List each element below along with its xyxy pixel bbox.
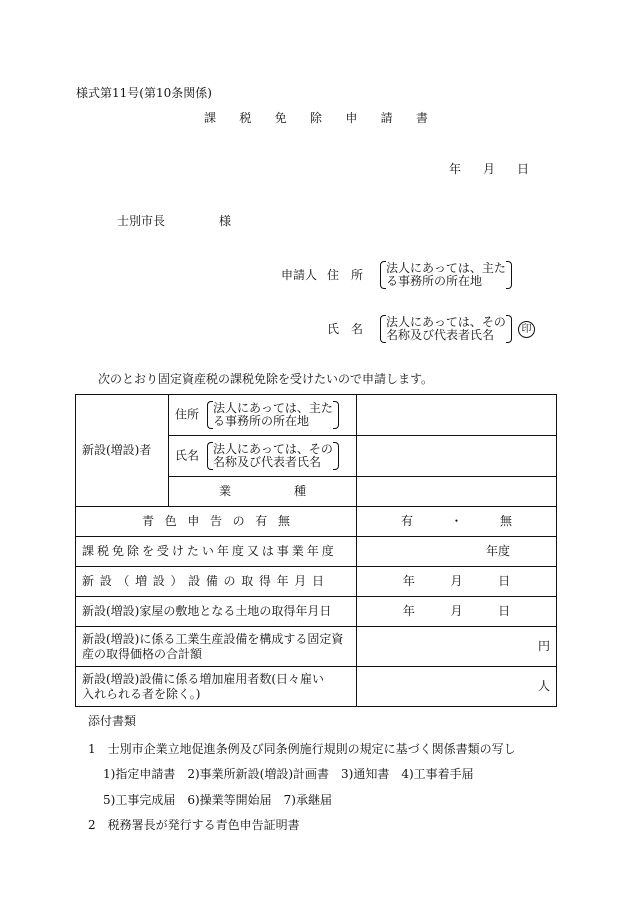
table-row — [76, 597, 557, 627]
fiscal-year-char: け — [171, 544, 184, 558]
land-year: 年 — [402, 604, 415, 618]
land-date-label: 新設(増設)家屋の敷地となる土地の取得年月日 — [82, 604, 332, 618]
acquire-date-char: 月 — [294, 574, 307, 588]
fiscal-year-label — [82, 544, 350, 559]
title-char: 申 — [345, 111, 358, 125]
industry-cell — [169, 477, 357, 507]
applicant-address-note: 法人にあっては、主た る事務所の所在地 — [380, 262, 512, 288]
blue-return-label — [82, 514, 350, 529]
industry-char: 業 — [219, 484, 232, 498]
blue-return-char: 申 — [187, 514, 200, 528]
attachment-item-1-sub-1: 1)指定申請書 2)事業所新設(増設)計画書 3)通知書 4)工事着手届 — [103, 767, 474, 781]
cost-label-line2: 産の取得価格の合計額 — [82, 646, 203, 661]
acquire-date-value-cell[interactable] — [357, 567, 557, 597]
employee-value-cell[interactable] — [357, 667, 557, 707]
industry-value-cell[interactable] — [357, 477, 557, 507]
fiscal-year-char: い — [201, 544, 214, 558]
title-char: 課 — [204, 111, 217, 125]
fiscal-year-char: 課 — [82, 544, 95, 558]
table-row — [76, 567, 557, 597]
cost-value-cell[interactable] — [357, 627, 557, 667]
fiscal-year-char: 事 — [276, 544, 289, 558]
table-row — [76, 627, 557, 667]
acquire-date-char: （ — [117, 574, 130, 588]
blue-return-char: 告 — [209, 514, 222, 528]
land-day: 日 — [498, 604, 511, 618]
acquire-date-char: 備 — [205, 574, 218, 588]
blue-no[interactable]: 無 — [499, 514, 512, 528]
title-char: 税 — [239, 111, 252, 125]
table-row — [76, 507, 557, 537]
cost-cell — [76, 627, 357, 667]
address-cell — [169, 395, 357, 436]
cost-unit: 円 — [537, 639, 550, 653]
seal-mark: 印 — [518, 321, 535, 338]
blue-return-cell — [76, 507, 357, 537]
fiscal-year-cell — [76, 537, 357, 567]
table-name-label: 氏名 — [175, 448, 200, 463]
intro-text: 次のとおり固定資産税の課税免除を受けたいので申請します。 — [98, 372, 434, 386]
acquire-date-char: 設 — [152, 574, 165, 588]
applicant-address-label: 住 所 — [327, 268, 364, 282]
applicant-name-label: 氏 名 — [327, 322, 364, 336]
blue-return-char: 有 — [255, 514, 268, 528]
acquire-date-char: 得 — [258, 574, 271, 588]
attachment-item-2: 2 税務署長が発行する青色申告証明書 — [88, 818, 300, 832]
honorific: 様 — [219, 214, 232, 228]
fiscal-year-unit: 年度 — [485, 544, 510, 558]
blue-return-char: 無 — [277, 514, 290, 528]
table-name-note: 法人にあっては、その 名称及び代表者氏名 — [207, 443, 339, 469]
acquire-date-char: 設 — [99, 574, 112, 588]
cost-label-line1: 新設(増設)に係る工業生産設備を構成する固定資 — [82, 631, 344, 646]
document-title — [204, 111, 428, 125]
date-month: 月 — [482, 162, 495, 176]
fiscal-year-char: 年 — [306, 544, 319, 558]
blue-yes[interactable]: 有 — [401, 514, 414, 528]
acquire-date-label — [82, 574, 350, 589]
table-address-label: 住所 — [175, 407, 200, 422]
group-label-cell — [76, 395, 169, 507]
address-value-cell[interactable] — [357, 395, 557, 436]
acquire-month: 月 — [450, 574, 463, 588]
employee-unit: 人 — [537, 679, 550, 693]
form-number: 様式第11号(第10条関係) — [76, 86, 212, 100]
acquire-date-char: 設 — [188, 574, 201, 588]
fiscal-year-char: 税 — [96, 544, 109, 558]
acquire-date-char: 年 — [276, 574, 289, 588]
application-table — [75, 394, 557, 707]
acquire-date-char: 取 — [241, 574, 254, 588]
attachment-item-1-sub-2: 5)工事完成届 6)操業等開始届 7)承継届 — [103, 793, 332, 807]
employee-label-line1: 新設(増設)設備に係る増加雇用者数(日々雇い — [82, 671, 325, 686]
acquire-year: 年 — [402, 574, 415, 588]
fiscal-year-char: 免 — [111, 544, 124, 558]
addressee: 士別市長 — [117, 214, 166, 228]
industry-char: 種 — [293, 484, 306, 498]
table-row — [76, 395, 557, 436]
attachments-heading: 添付書類 — [88, 714, 137, 728]
title-char: 除 — [309, 111, 322, 125]
land-date-value-cell[interactable] — [357, 597, 557, 627]
fiscal-year-char: 又 — [246, 544, 259, 558]
fiscal-year-char: 除 — [126, 544, 139, 558]
fiscal-year-char: は — [261, 544, 274, 558]
blue-return-char: 青 — [142, 514, 155, 528]
group-label: 新設(増設)者 — [82, 443, 152, 457]
fiscal-year-char: を — [141, 544, 154, 558]
acquire-date-char: の — [223, 574, 236, 588]
acquire-date-cell — [76, 567, 357, 597]
blue-return-char: の — [232, 514, 245, 528]
blue-dot: ・ — [450, 514, 463, 528]
title-char: 請 — [380, 111, 393, 125]
title-char: 免 — [274, 111, 287, 125]
table-row — [76, 537, 557, 567]
blue-return-char: 色 — [164, 514, 177, 528]
name-value-cell[interactable] — [357, 436, 557, 477]
fiscal-year-char: 年 — [216, 544, 229, 558]
applicant-name-note: 法人にあっては、その 名称及び代表者氏名 — [380, 316, 512, 342]
acquire-date-char: 新 — [82, 574, 95, 588]
fiscal-year-char: 度 — [231, 544, 244, 558]
fiscal-year-char: 受 — [156, 544, 169, 558]
applicant-prefix: 申請人 — [281, 268, 318, 282]
date-day: 日 — [516, 162, 529, 176]
title-char: 書 — [415, 111, 428, 125]
acquire-date-char: 増 — [135, 574, 148, 588]
employee-cell — [76, 667, 357, 707]
date-year: 年 — [449, 162, 462, 176]
fiscal-year-value-cell[interactable] — [357, 537, 557, 567]
fiscal-year-char: 度 — [321, 544, 334, 558]
acquire-date-char: ） — [170, 574, 183, 588]
name-cell — [169, 436, 357, 477]
land-date-cell — [76, 597, 357, 627]
employee-label-line2: 入れられる者を除く。) — [82, 686, 201, 701]
acquire-day: 日 — [498, 574, 511, 588]
industry-label — [175, 484, 350, 499]
table-row — [76, 667, 557, 707]
table-address-note: 法人にあっては、主た る事務所の所在地 — [207, 402, 339, 428]
fiscal-year-char: 業 — [291, 544, 304, 558]
fiscal-year-char: た — [186, 544, 199, 558]
attachment-item-1: 1 士別市企業立地促進条例及び同条例施行規則の規定に基づく関係書類の写し — [88, 742, 516, 756]
blue-return-value-cell[interactable] — [357, 507, 557, 537]
acquire-date-char: 日 — [311, 574, 324, 588]
date-line — [449, 162, 529, 176]
land-month: 月 — [450, 604, 463, 618]
